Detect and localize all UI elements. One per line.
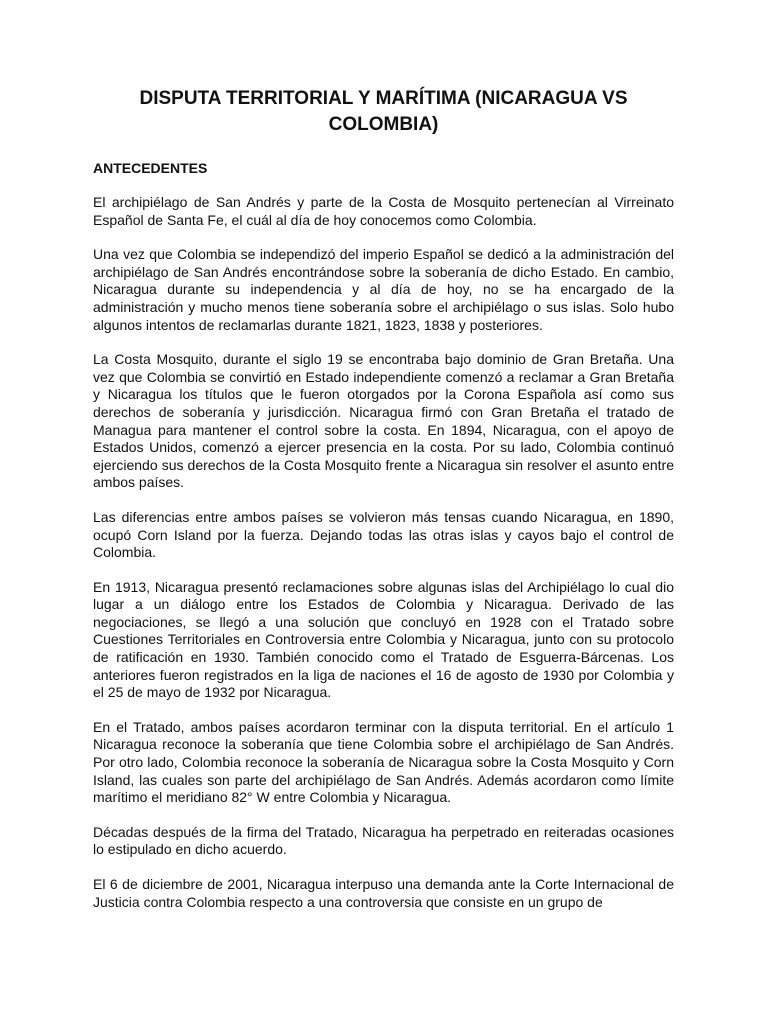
paragraph-2: Una vez que Colombia se independizó del imperio Español se dedicó a la administración del archipiélago de San Andrés encontrándose sobre la soberanía de dicho Estado. En cambio, Nicaragua durante su independencia y al día de hoy, no se ha encargado de la administración y mucho menos tiene soberanía sobre el archipiélago o sus islas. Solo hubo algunos intentos de reclamarlas durante 1821, 1823, 1838 y posteriores. <box>93 246 674 333</box>
paragraph-6: En el Tratado, ambos países acordaron terminar con la disputa territorial. En el artículo 1 Nicaragua reconoce la soberanía que tiene Colombia sobre el archipiélago de San Andrés. Por otro lado, Colombia reconoce la soberanía de Nicaragua sobre la Costa Mosquito y Corn Island, las cuales son parte del archipiélago de San Andrés. Además acordaron como límite marítimo el meridiano 82° W entre Colombia y Nicaragua. <box>93 718 674 806</box>
document-page <box>93 86 674 911</box>
section-heading: ANTECEDENTES <box>93 160 208 176</box>
document-title: DISPUTA TERRITORIAL Y MARÍTIMA (NICARAGUA VS COLOMBIA) <box>139 88 628 135</box>
paragraph-7: Décadas después de la firma del Tratado, Nicaragua ha perpetrado en reiteradas ocasiones lo estipulado en dicho acuerdo. <box>93 823 674 858</box>
paragraph-1: El archipiélago de San Andrés y parte de la Costa de Mosquito pertenecían al Virreinato Español de Santa Fe, el cuál al día de hoy conocemos como Colombia. <box>93 194 674 228</box>
paragraph-3: La Costa Mosquito, durante el siglo 19 se encontraba bajo dominio de Gran Bretaña. Una vez que Colombia se convirtió en Estado independiente comenzó a reclamar a Gran Bretaña y Nicaragua los títulos que le fueron otorgados por la Corona Española así como sus derechos de soberanía y jurisdicción. Nicaragua firmó con Gran Bretaña el tratado de Managua para mantener el control sobre la costa. En 1894, Nicaragua, con el apoyo de Estados Unidos, comenzó a ejercer presencia en la costa. Por su lado, Colombia continuó ejerciendo sus derechos de la Costa Mosquito frente a Nicaragua sin resolver el asunto entre ambos países. <box>93 351 674 491</box>
paragraph-4: Las diferencias entre ambos países se volvieron más tensas cuando Nicaragua, en 1890, ocupó Corn Island por la fuerza. Dejando todas las otras islas y cayos bajo el control de Colombia. <box>93 508 674 561</box>
paragraph-5: En 1913, Nicaragua presentó reclamaciones sobre algunas islas del Archipiélago lo cual dio lugar a un diálogo entre los Estados de Colombia y Nicaragua. Derivado de las negociaciones, se llegó a una solución que concluyó en 1928 con el Tratado sobre Cuestiones Territoriales en Controversia entre Colombia y Nicaragua, junto con su protocolo de ratificación en 1930. También conocido como el Tratado de Esguerra-Bárcenas. Los anteriores fueron registrados en la liga de naciones el 16 de agosto de 1930 por Colombia y el 25 de mayo de 1932 por Nicaragua. <box>93 578 674 701</box>
paragraph-8: El 6 de diciembre de 2001, Nicaragua interpuso una demanda ante la Corte Internacional de Justicia contra Colombia respecto a una controversia que consiste en un grupo de <box>93 876 674 910</box>
